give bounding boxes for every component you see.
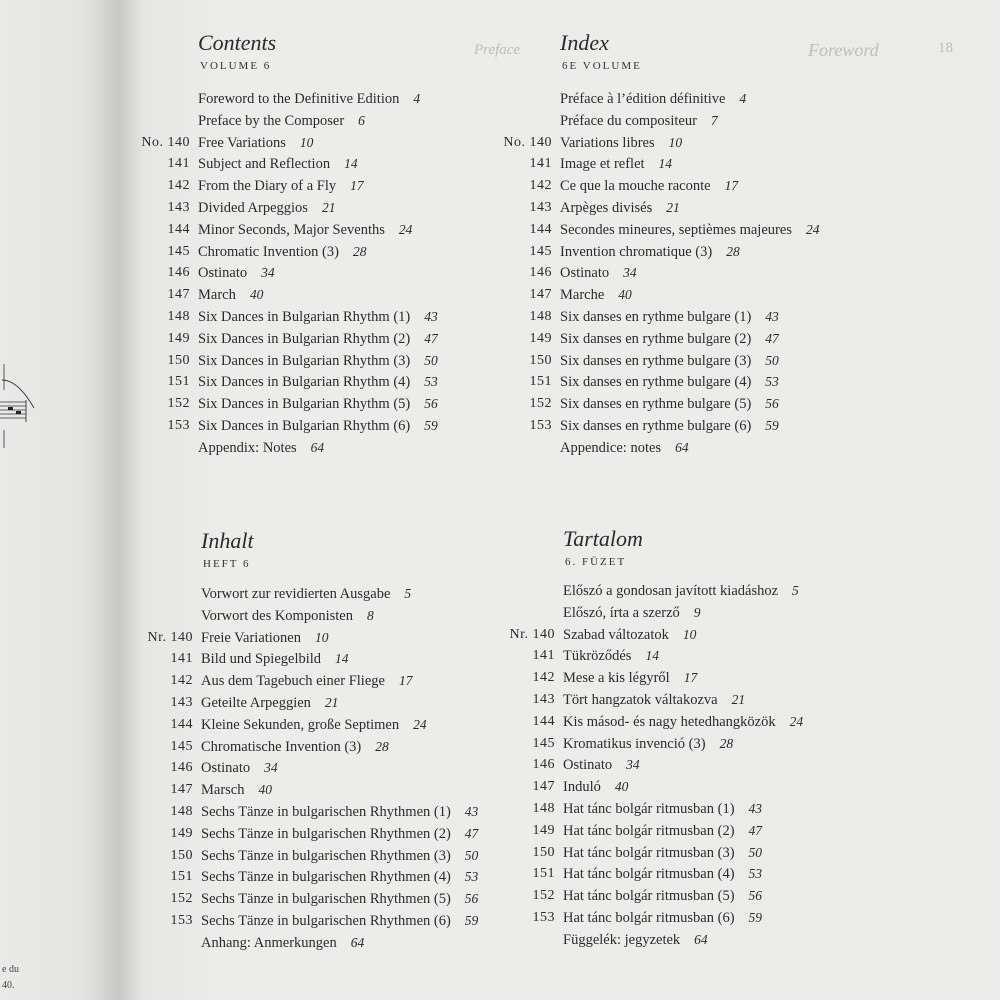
entry-title: From the Diary of a Fly: [198, 178, 337, 195]
entry-number: 148: [529, 309, 552, 324]
entry-number: No. 140: [503, 134, 552, 150]
toc-entry: [167, 178, 364, 195]
entry-page-number: 34: [264, 760, 278, 776]
entry-title: Invention chromatique (3): [560, 243, 713, 260]
entry-title: Six Dances in Bulgarian Rhythm (1): [198, 309, 411, 325]
entry-title: Ostinato: [198, 265, 248, 282]
entry-page-number: 4: [739, 91, 747, 106]
entry-title: Arpèges divisés: [560, 200, 653, 216]
entry-page-number: 43: [765, 309, 779, 324]
entry-page-number: 9: [693, 604, 701, 620]
toc-entry: [167, 352, 438, 370]
entry-page-number: 14: [335, 651, 349, 667]
toc-entry: [167, 287, 264, 304]
entry-number: 145: [529, 243, 552, 259]
toc-entry: [170, 716, 427, 734]
entry-title: Variations libres: [560, 134, 655, 151]
toc-entry: [529, 178, 739, 195]
entry-page-number: 50: [464, 847, 479, 863]
toc-entry: [560, 113, 718, 130]
entry-title: Marsch: [201, 782, 245, 799]
entry-number: 145: [167, 243, 190, 259]
entry-title: Six Dances in Bulgarian Rhythm (2): [198, 330, 411, 347]
toc-entry: [167, 156, 358, 173]
entry-number: 143: [532, 692, 555, 707]
entry-page-number: 7: [710, 112, 718, 128]
entry-number: 151: [170, 869, 193, 885]
entry-page-number: 64: [694, 931, 708, 947]
entry-title: Appendix: Notes: [198, 439, 297, 456]
entry-number: 151: [529, 374, 552, 390]
toc-entry: [560, 91, 746, 108]
toc-entry: [509, 626, 697, 644]
entry-page-number: 47: [424, 330, 438, 346]
toc-entry: [532, 713, 804, 731]
entry-number: 149: [529, 330, 552, 346]
entry-page-number: 4: [413, 91, 421, 106]
entry-number: 147: [167, 287, 190, 303]
toc-entry: [563, 583, 799, 600]
entry-page-number: 10: [315, 629, 329, 645]
entry-title: Vorwort zur revidierten Ausgabe: [201, 586, 391, 602]
toc-entry: [170, 738, 389, 756]
toc-entry: [167, 374, 438, 391]
entry-title: Hat tánc bolgár ritmusban (3): [563, 844, 735, 861]
entry-number: 143: [529, 200, 552, 215]
entry-page-number: 17: [724, 178, 739, 194]
entry-number: 153: [529, 418, 552, 433]
entry-title: Anhang: Anmerkungen: [201, 934, 337, 951]
toc-entry: [529, 396, 779, 413]
entry-title: Előszó a gondosan javított kiadáshoz: [563, 583, 779, 599]
entry-page-number: 28: [726, 243, 740, 259]
entry-number: 146: [532, 757, 555, 773]
entry-title: Ostinato: [201, 760, 251, 777]
toc-entry: [529, 418, 779, 435]
entry-title: Sechs Tänze in bulgarischen Rhythmen (2): [201, 825, 451, 842]
entry-number: 153: [170, 913, 193, 928]
entry-title: Tükröződés: [563, 648, 632, 665]
entry-page-number: 34: [623, 265, 637, 281]
toc-entry: [201, 608, 374, 625]
entry-page-number: 10: [299, 134, 314, 150]
entry-title: Subject and Reflection: [198, 156, 331, 173]
entry-page-number: 28: [719, 735, 734, 751]
entry-title: Six danses en rythme bulgare (6): [560, 418, 752, 434]
section-subtitle: 6. FÜZET: [565, 556, 627, 568]
section-subtitle: VOLUME 6: [200, 60, 272, 72]
toc-entry: [532, 844, 763, 862]
entry-number: 141: [529, 156, 552, 172]
ghost-page-number: 18: [938, 40, 953, 56]
entry-page-number: 28: [375, 738, 389, 754]
entry-title: Kromatikus invenció (3): [563, 735, 706, 752]
entry-title: Marche: [560, 287, 605, 304]
toc-entry: [167, 418, 438, 435]
entry-page-number: 53: [765, 374, 779, 390]
entry-page-number: 21: [731, 692, 746, 707]
toc-entry: [170, 913, 479, 930]
entry-number: 153: [532, 910, 555, 925]
entry-title: Foreword to the Definitive Edition: [198, 91, 400, 107]
entry-title: Szabad változatok: [563, 626, 669, 643]
toc-entry: [167, 243, 367, 261]
entry-title: Six Dances in Bulgarian Rhythm (5): [198, 396, 411, 413]
toc-entry: [167, 330, 438, 348]
entry-page-number: 59: [748, 910, 763, 925]
entry-title: Préface à l’édition définitive: [560, 91, 726, 107]
entry-number: 149: [532, 822, 555, 838]
entry-title: Sechs Tänze in bulgarischen Rhythmen (4): [201, 869, 451, 886]
entry-title: Secondes mineures, septièmes majeures: [560, 221, 792, 238]
entry-page-number: 56: [464, 891, 479, 907]
entry-page-number: 40: [249, 287, 264, 303]
entry-number: 148: [532, 801, 555, 816]
toc-entry: [532, 779, 629, 796]
toc-entry: [167, 221, 413, 239]
entry-number: No. 140: [141, 134, 190, 150]
entry-number: 145: [532, 735, 555, 751]
toc-entry: [170, 825, 479, 843]
entry-page-number: 21: [324, 695, 339, 710]
entry-page-number: 56: [424, 396, 438, 412]
entry-page-number: 64: [675, 439, 689, 455]
entry-title: Six danses en rythme bulgare (1): [560, 309, 752, 325]
toc-entry: [563, 932, 708, 949]
entry-page-number: 43: [748, 801, 763, 816]
entry-page-number: 21: [666, 200, 680, 215]
toc-entry: [170, 891, 479, 908]
toc-entry: [198, 440, 324, 457]
toc-entry: [170, 804, 479, 821]
entry-number: 152: [167, 396, 190, 412]
entry-title: Preface by the Composer: [198, 112, 345, 129]
entry-title: Six danses en rythme bulgare (5): [560, 396, 752, 413]
entry-page-number: 24: [413, 716, 427, 732]
entry-title: March: [198, 287, 236, 304]
entry-number: 143: [167, 200, 190, 215]
margin-text-2: 40.: [2, 980, 15, 991]
entry-number: 147: [170, 782, 193, 798]
toc-entry: [170, 651, 349, 668]
toc-entry: [532, 801, 763, 818]
toc-entry: [529, 330, 779, 348]
toc-entry: [529, 309, 779, 326]
entry-title: Geteilte Arpeggien: [201, 695, 311, 711]
entry-page-number: 5: [404, 586, 412, 601]
entry-page-number: 64: [350, 934, 365, 950]
entry-number: 141: [170, 651, 193, 667]
entry-title: Hat tánc bolgár ritmusban (5): [563, 888, 735, 905]
entry-number: 149: [170, 825, 193, 841]
entry-title: Ostinato: [560, 265, 610, 282]
entry-number: 142: [170, 673, 193, 689]
section-title: Inhalt: [201, 528, 254, 553]
entry-page-number: 40: [618, 287, 632, 303]
toc-entry: [170, 695, 339, 712]
entry-number: 150: [532, 844, 555, 860]
entry-title: Ostinato: [563, 757, 613, 774]
entry-page-number: 47: [765, 330, 779, 346]
entry-page-number: 17: [683, 670, 698, 686]
entry-title: Hat tánc bolgár ritmusban (2): [563, 822, 735, 839]
entry-page-number: 17: [350, 178, 364, 194]
entry-number: 146: [167, 265, 190, 281]
entry-page-number: 59: [464, 913, 479, 928]
entry-number: 144: [170, 716, 193, 732]
entry-number: 152: [170, 891, 193, 907]
entry-title: Six Dances in Bulgarian Rhythm (3): [198, 352, 411, 369]
entry-number: 142: [167, 178, 190, 194]
entry-number: 153: [167, 418, 190, 433]
entry-number: 152: [529, 396, 552, 412]
entry-page-number: 47: [748, 822, 763, 838]
entry-page-number: 53: [748, 866, 763, 882]
toc-entry: [503, 134, 683, 152]
entry-title: Hat tánc bolgár ritmusban (4): [563, 866, 735, 883]
entry-page-number: 10: [668, 134, 683, 150]
entry-page-number: 8: [366, 607, 374, 623]
toc-entry: [532, 670, 698, 687]
entry-page-number: 14: [645, 648, 659, 664]
entry-page-number: 17: [398, 673, 413, 689]
entry-number: 144: [167, 221, 190, 237]
entry-number: 141: [167, 156, 190, 172]
entry-number: 144: [529, 221, 552, 237]
toc-entry: [147, 629, 329, 647]
contents-page: [118, 0, 1000, 1000]
entry-number: 150: [167, 352, 190, 368]
entry-page-number: 24: [805, 221, 820, 237]
entry-page-number: 24: [789, 713, 804, 729]
entry-title: Sechs Tänze in bulgarischen Rhythmen (6): [201, 913, 451, 929]
entry-page-number: 5: [792, 583, 799, 598]
entry-title: Chromatische Invention (3): [201, 738, 362, 755]
entry-title: Chromatic Invention (3): [198, 243, 339, 260]
toc-entry: [532, 757, 640, 774]
entry-number: 148: [167, 309, 190, 324]
toc-entry: [170, 782, 272, 799]
toc-entry: [529, 287, 632, 304]
entry-title: Divided Arpeggios: [198, 200, 308, 216]
toc-entry: [201, 935, 364, 952]
entry-page-number: 40: [258, 782, 272, 798]
entry-title: Induló: [563, 779, 601, 796]
entry-title: Sechs Tänze in bulgarischen Rhythmen (3): [201, 847, 451, 864]
toc-entry: [170, 869, 479, 886]
section-title: Index: [560, 30, 609, 55]
entry-title: Aus dem Tagebuch einer Fliege: [201, 673, 385, 690]
toc-entry: [529, 374, 779, 391]
entry-page-number: 59: [424, 418, 438, 433]
section-subtitle: 6E VOLUME: [562, 60, 642, 72]
toc-entry: [170, 847, 479, 865]
entry-title: Six Dances in Bulgarian Rhythm (6): [198, 418, 411, 434]
entry-number: 150: [529, 352, 552, 368]
toc-entry: [198, 91, 420, 108]
entry-title: Tört hangzatok váltakozva: [563, 692, 718, 708]
toc-entry: [532, 735, 734, 753]
entry-page-number: 56: [765, 396, 779, 412]
entry-page-number: 28: [352, 243, 367, 259]
entry-number: Nr. 140: [147, 629, 193, 645]
toc-entry: [532, 910, 763, 927]
entry-title: Minor Seconds, Major Sevenths: [198, 221, 385, 238]
entry-title: Image et reflet: [560, 156, 645, 173]
entry-page-number: 24: [398, 221, 413, 237]
entry-title: Free Variations: [198, 134, 286, 151]
section-title: Tartalom: [563, 526, 643, 551]
toc-entry: [529, 200, 680, 217]
section-title: Contents: [198, 30, 277, 55]
toc-entry: [141, 134, 314, 152]
entry-number: 151: [167, 374, 190, 390]
entry-number: 152: [532, 888, 555, 904]
toc-entry: [167, 200, 336, 217]
toc-entry: [532, 888, 763, 905]
toc-entry: [167, 396, 438, 413]
entry-page-number: 14: [344, 156, 358, 172]
entry-number: 141: [532, 648, 555, 664]
entry-title: Vorwort des Komponisten: [201, 607, 353, 624]
entry-title: Six danses en rythme bulgare (4): [560, 374, 752, 391]
entry-page-number: 40: [614, 779, 629, 795]
entry-page-number: 47: [464, 825, 479, 841]
ghost-preface: Preface: [474, 42, 521, 58]
entry-page-number: 64: [310, 439, 325, 455]
toc-entry: [167, 309, 438, 326]
entry-number: 144: [532, 713, 555, 729]
entry-page-number: 10: [682, 626, 697, 642]
entry-title: Függelék: jegyzetek: [563, 931, 681, 948]
entry-title: Six Dances in Bulgarian Rhythm (4): [198, 374, 411, 391]
entry-page-number: 56: [748, 888, 763, 904]
entry-page-number: 59: [765, 418, 779, 433]
entry-number: 150: [170, 847, 193, 863]
entry-page-number: 14: [658, 156, 673, 172]
entry-number: 142: [529, 178, 552, 194]
entry-number: 148: [170, 804, 193, 819]
entry-page-number: 53: [424, 374, 438, 390]
entry-number: 145: [170, 738, 193, 754]
entry-title: Kleine Sekunden, große Septimen: [201, 716, 400, 733]
entry-page-number: 21: [321, 200, 336, 215]
entry-page-number: 43: [464, 804, 479, 819]
music-score-fragment: [0, 360, 40, 450]
entry-title: Sechs Tänze in bulgarischen Rhythmen (5): [201, 891, 451, 908]
entry-title: Six danses en rythme bulgare (3): [560, 352, 752, 369]
entry-title: Hat tánc bolgár ritmusban (6): [563, 910, 735, 926]
entry-page-number: 34: [261, 265, 275, 281]
entry-number: 149: [167, 330, 190, 346]
section-subtitle: HEFT 6: [203, 558, 251, 570]
entry-page-number: 50: [424, 352, 438, 368]
left-page: [0, 0, 118, 1000]
entry-number: Nr. 140: [509, 626, 555, 642]
entry-number: 151: [532, 866, 555, 882]
entry-title: Sechs Tänze in bulgarischen Rhythmen (1): [201, 804, 451, 820]
entry-title: Hat tánc bolgár ritmusban (1): [563, 801, 735, 817]
entry-number: 142: [532, 670, 555, 686]
entry-page-number: 53: [464, 869, 479, 885]
toc-entry: [529, 265, 637, 282]
entry-title: Előszó, írta a szerző: [563, 604, 680, 621]
toc-entry: [170, 760, 278, 777]
entry-page-number: 6: [358, 112, 365, 128]
toc-entry: [529, 156, 673, 173]
toc-entry: [170, 673, 413, 690]
entry-title: Préface du compositeur: [560, 112, 697, 129]
toc-entry: [532, 822, 763, 840]
toc-entry: [529, 352, 779, 370]
toc-entry: [563, 605, 701, 622]
entry-title: Kis másod- és nagy hetedhangközök: [563, 713, 776, 730]
toc-entry: [529, 243, 740, 261]
toc-entry: [532, 866, 763, 883]
entry-title: Ce que la mouche raconte: [560, 178, 711, 195]
entry-number: 146: [170, 760, 193, 776]
entry-title: Appendice: notes: [560, 439, 662, 456]
entry-page-number: 50: [748, 844, 763, 860]
toc-entry: [532, 692, 746, 709]
toc-entry: [532, 648, 659, 665]
entry-page-number: 34: [626, 757, 640, 773]
ghost-foreword: Foreword: [808, 40, 879, 60]
toc-entry: [529, 221, 820, 239]
entry-page-number: 43: [424, 309, 438, 324]
entry-number: 143: [170, 695, 193, 710]
toc-entry: [167, 265, 275, 282]
entry-page-number: 50: [765, 352, 779, 368]
entry-number: 147: [532, 779, 555, 795]
toc-entry: [560, 440, 689, 457]
toc-entry: [198, 113, 365, 130]
entry-title: Mese a kis légyről: [563, 670, 670, 687]
entry-title: Bild und Spiegelbild: [201, 651, 322, 668]
margin-text-1: e du: [2, 964, 19, 975]
toc-entry: [201, 586, 411, 603]
entry-title: Freie Variationen: [201, 629, 301, 646]
entry-title: Six danses en rythme bulgare (2): [560, 330, 752, 347]
entry-number: 146: [529, 265, 552, 281]
entry-number: 147: [529, 287, 552, 303]
